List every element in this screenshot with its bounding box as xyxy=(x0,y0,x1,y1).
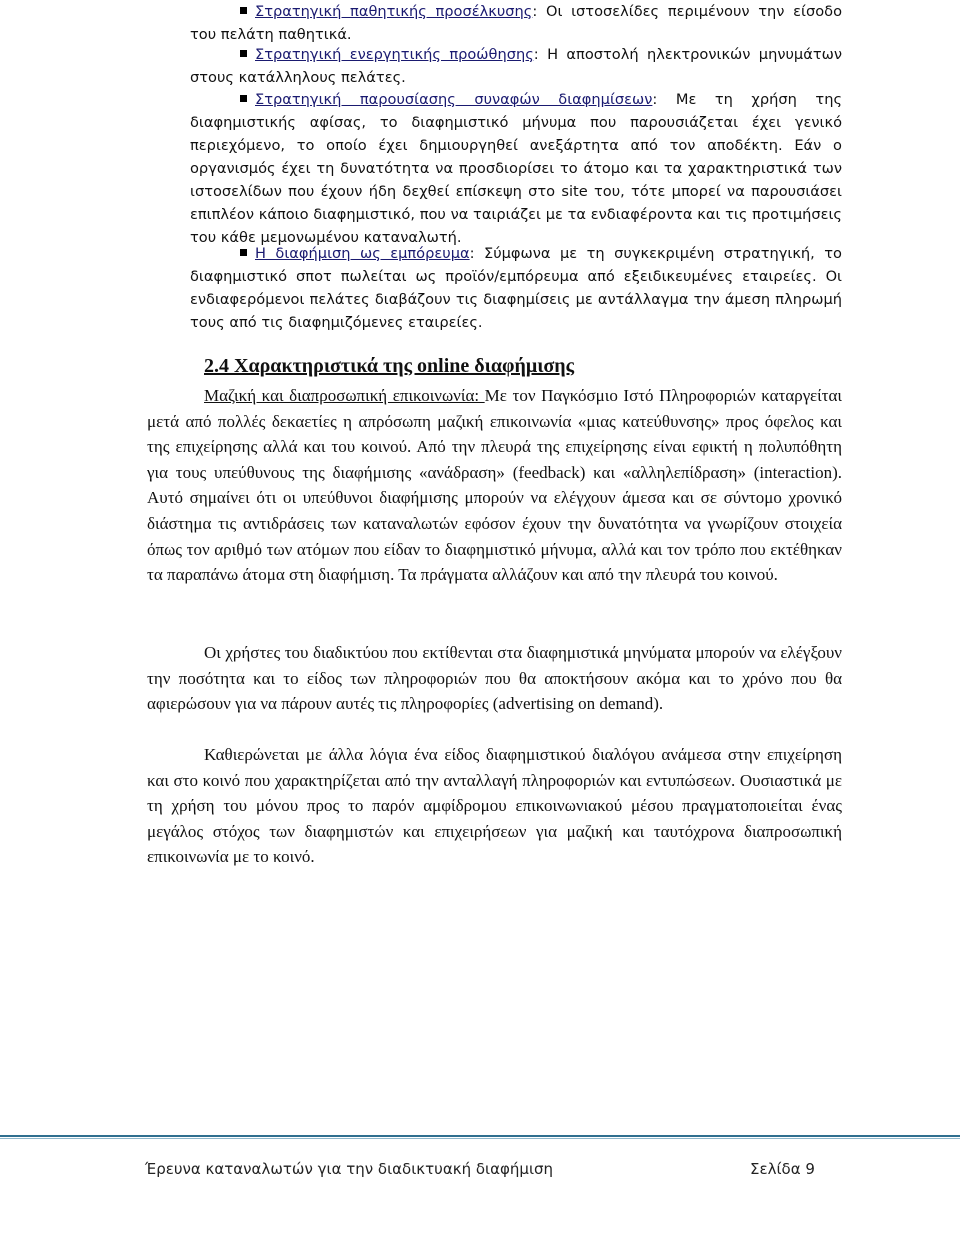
bullet-square-icon xyxy=(240,7,247,14)
paragraph-lead: Μαζική και διαπροσωπική επικοινωνία: xyxy=(204,386,485,405)
bullet-title: Στρατηγική ενεργητικής προώθησης xyxy=(255,46,534,63)
paragraph-users: Οι χρήστες του διαδικτύου που εκτίθενται στα διαφημιστικά μηνύματα μπορούν να ελέγξουν την ποσότητα και το είδος των πληροφοριών που θα αποκτήσουν ακόμα και το χρόνο που θα αφιερώσουν για να πάρουν αυτές τις πληροφορίες (advertising on demand). xyxy=(147,643,842,714)
bullet-square-icon xyxy=(240,249,247,256)
paragraph-dialogue: Καθιερώνεται με άλλα λόγια ένα είδος διαφημιστικού διαλόγου ανάμεσα στην επιχείρηση και στο κοινό που χαρακτηρίζεται από την ανταλλαγή πληροφοριών και εντυπώσεων. Ουσιαστικά με τη χρήση του μόνου προς το παρόν αμφίδρομου επικοινωνιακού μέσου πραγματοποιείται ένας μεγάλος στόχος των διαφημιστών και επιχειρήσεων για μαζική και ταυτόχρονα διαπροσωπική επικοινωνία με το κοινό. xyxy=(147,745,842,867)
bullet-item xyxy=(190,43,842,89)
footer-divider-secondary xyxy=(0,1138,960,1139)
footer-divider xyxy=(0,1135,960,1137)
bullet-title: Στρατηγική παθητικής προσέλκυσης xyxy=(255,3,533,20)
page-number: Σελίδα 9 xyxy=(750,1160,815,1178)
bullet-title: Στρατηγική παρουσίασης συναφών διαφημίσεων xyxy=(255,91,653,108)
section-heading: 2.4 Χαρακτηριστικά της online διαφήμισης xyxy=(204,355,575,377)
bullet-text: : Με τη χρήση της διαφημιστικής αφίσας, το διαφημιστικό μήνυμα που παρουσιάζεται έχει γενικό περιεχόμενο, το οποίο έχει δημιουργηθεί ανεξάρτητα από τον αποδέκτη. Εάν ο οργανισμός έχει τη δυνατότητα να προσδιορίσει το άτομο και τα χαρακτηριστικά των ιστοσελίδων που έχουν ήδη δεχθεί επίσκεψη στο site του, τότε μπορεί να παρουσιάσει επιπλέον κάποιο διαφημιστικό, που να ταιριάζει με τα ενδιαφέροντα και τις προτιμήσεις του κάθε μεμονωμένου καταναλωτή. xyxy=(190,91,843,246)
footer-title: Έρευνα καταναλωτών για την διαδικτυακή διαφήμιση xyxy=(145,1160,554,1178)
paragraph-mass-communication xyxy=(147,383,842,588)
bullet-square-icon xyxy=(240,95,247,102)
bullet-item xyxy=(190,88,842,249)
bullet-text: : Η αποστολή ηλεκτρονικών μηνυμάτων στους κατάλληλους πελάτες. xyxy=(190,46,842,86)
bullet-item xyxy=(190,242,842,334)
bullet-text: : Οι ιστοσελίδες περιμένουν την είσοδο του πελάτη παθητικά. xyxy=(190,3,843,43)
bullet-text: : Σύμφωνα με τη συγκεκριμένη στρατηγική, το διαφημιστικό σποτ πωλείται ως προϊόν/εμπόρευμα από εξειδικευμένες εταιρείες. Οι ενδιαφερόμενοι πελάτες διαβάζουν τις διαφημίσεις με αντάλλαγμα την άμεση πληρωμή τους από τις διαφημιζόμενες εταιρείες. xyxy=(190,245,842,331)
bullet-square-icon xyxy=(240,50,247,57)
bullet-item xyxy=(190,0,842,46)
bullet-title: Η διαφήμιση ως εμπόρευμα xyxy=(255,245,470,262)
paragraph-text: Με τον Παγκόσμιο Ιστό Πληροφοριών καταργείται μετά από πολλές δεκαετίες η απρόσωπη μαζική επικοινωνία «μιας κατεύθυνσης» προς όφελος και της επιχείρησης αλλά και του κοινού. Από την πλευρά της επιχείρησης είναι εφικτή η πολυπόθητη για τους υπεύθυνους της διαφήμισης «ανάδραση» (feedback) και «αλληλεπίδραση» (interaction). Αυτό σημαίνει ότι οι υπεύθυνοι διαφήμισης μπορούν να ελέγχουν άμεσα και σε σύντομο χρονικό διάστημα τις αντιδράσεις των καταναλωτών εφόσον έχουν την δυνατότητα να γνωρίζουν στοιχεία όπως τον αριθμό των ατόμων που είδαν το διαφημιστικό μήνυμα, αλλά και τον τρόπο που εκτέθηκαν τα παραπάνω άτομα στη διαφήμιση. Τα πράγματα αλλάζουν και από την πλευρά του κοινού. xyxy=(147,386,842,585)
